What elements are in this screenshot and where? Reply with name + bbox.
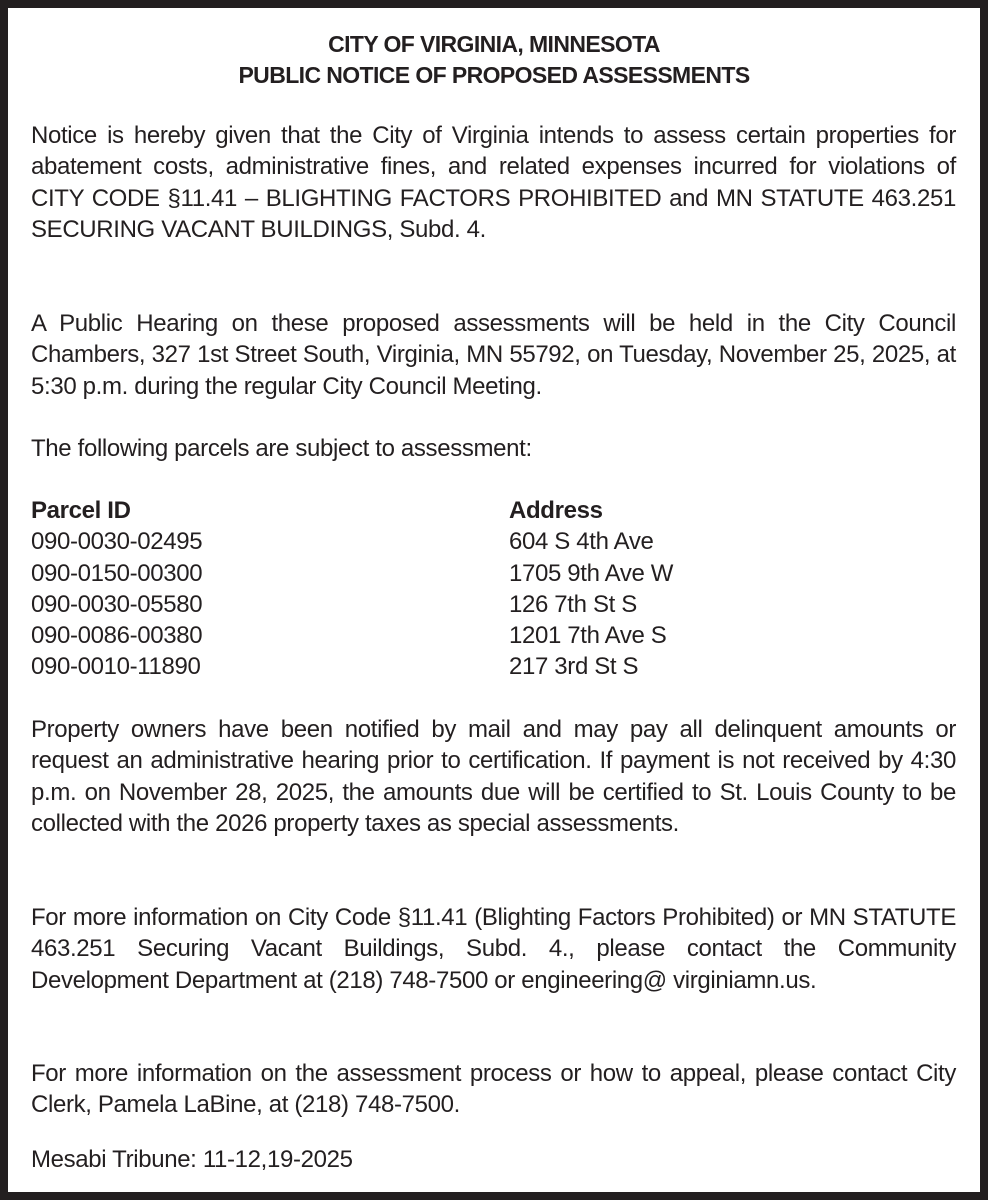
address: 1705 9th Ave W — [509, 559, 674, 587]
table-row — [31, 526, 949, 557]
parcel-id: 090-0086-00380 — [31, 622, 203, 650]
parcel-id: 090-0150-00300 — [31, 559, 203, 587]
address: 126 7th St S — [509, 590, 637, 618]
header-address: Address — [509, 497, 603, 524]
header-parcel-id: Parcel ID — [31, 497, 131, 524]
publication-line: Mesabi Tribune: 11-12,19-2025 — [31, 1146, 353, 1173]
parcels-intro: The following parcels are subject to assessment: — [31, 435, 532, 462]
appeal-paragraph: For more information on the assessment process or how to appeal, please contact City Clerk, Pamela LaBine, at (218) 748-7500. — [31, 1060, 956, 1119]
parcel-table — [31, 495, 949, 683]
notice-title-city: CITY OF VIRGINIA, MINNESOTA — [328, 31, 660, 57]
address: 604 S 4th Ave — [509, 528, 654, 556]
address: 1201 7th Ave S — [509, 622, 667, 650]
parcel-id: 090-0030-02495 — [31, 528, 203, 556]
notice-page — [8, 8, 980, 1192]
parcel-id: 090-0030-05580 — [31, 590, 203, 618]
intro-paragraph: Notice is hereby given that the City of Virginia intends to assess certain properties for abatement costs, administrative fines, and related expenses incurred for violations of CITY CODE §11.41 – BLIGHTING FACTORS PROHIBITED and MN STATUTE 463.251 SECURING VACANT BUILDINGS, Subd. 4. — [31, 122, 956, 243]
hearing-paragraph: A Public Hearing on these proposed assessments will be held in the City Council Chambers, 327 1st Street South, Virginia, MN 55792, on Tuesday, November 25, 2025, at 5:30 p.m. during the regular City Council Meeting. — [31, 310, 956, 400]
payment-paragraph: Property owners have been notified by mail and may pay all delinquent amounts or request an administrative hearing prior to certification. If payment is not received by 4:30 p.m. on November 28, 2025, the amounts due will be certified to St. Louis County to be collected with the 2026 property taxes as special assessments. — [31, 716, 956, 837]
table-row — [31, 558, 949, 589]
table-row — [31, 651, 949, 682]
address: 217 3rd St S — [509, 653, 639, 681]
table-row — [31, 620, 949, 651]
contact-paragraph: For more information on City Code §11.41 (Blighting Factors Prohibited) or MN STATUTE 463.251 Securing Vacant Buildings, Subd. 4., please contact the Community Development Department at (218) 748-7500 or engineering@ virginiamn.us. — [31, 904, 956, 994]
table-row — [31, 589, 949, 620]
parcel-id: 090-0010-11890 — [31, 653, 201, 681]
notice-title-subject: PUBLIC NOTICE OF PROPOSED ASSESSMENTS — [238, 62, 750, 88]
parcel-table-header — [31, 495, 949, 526]
